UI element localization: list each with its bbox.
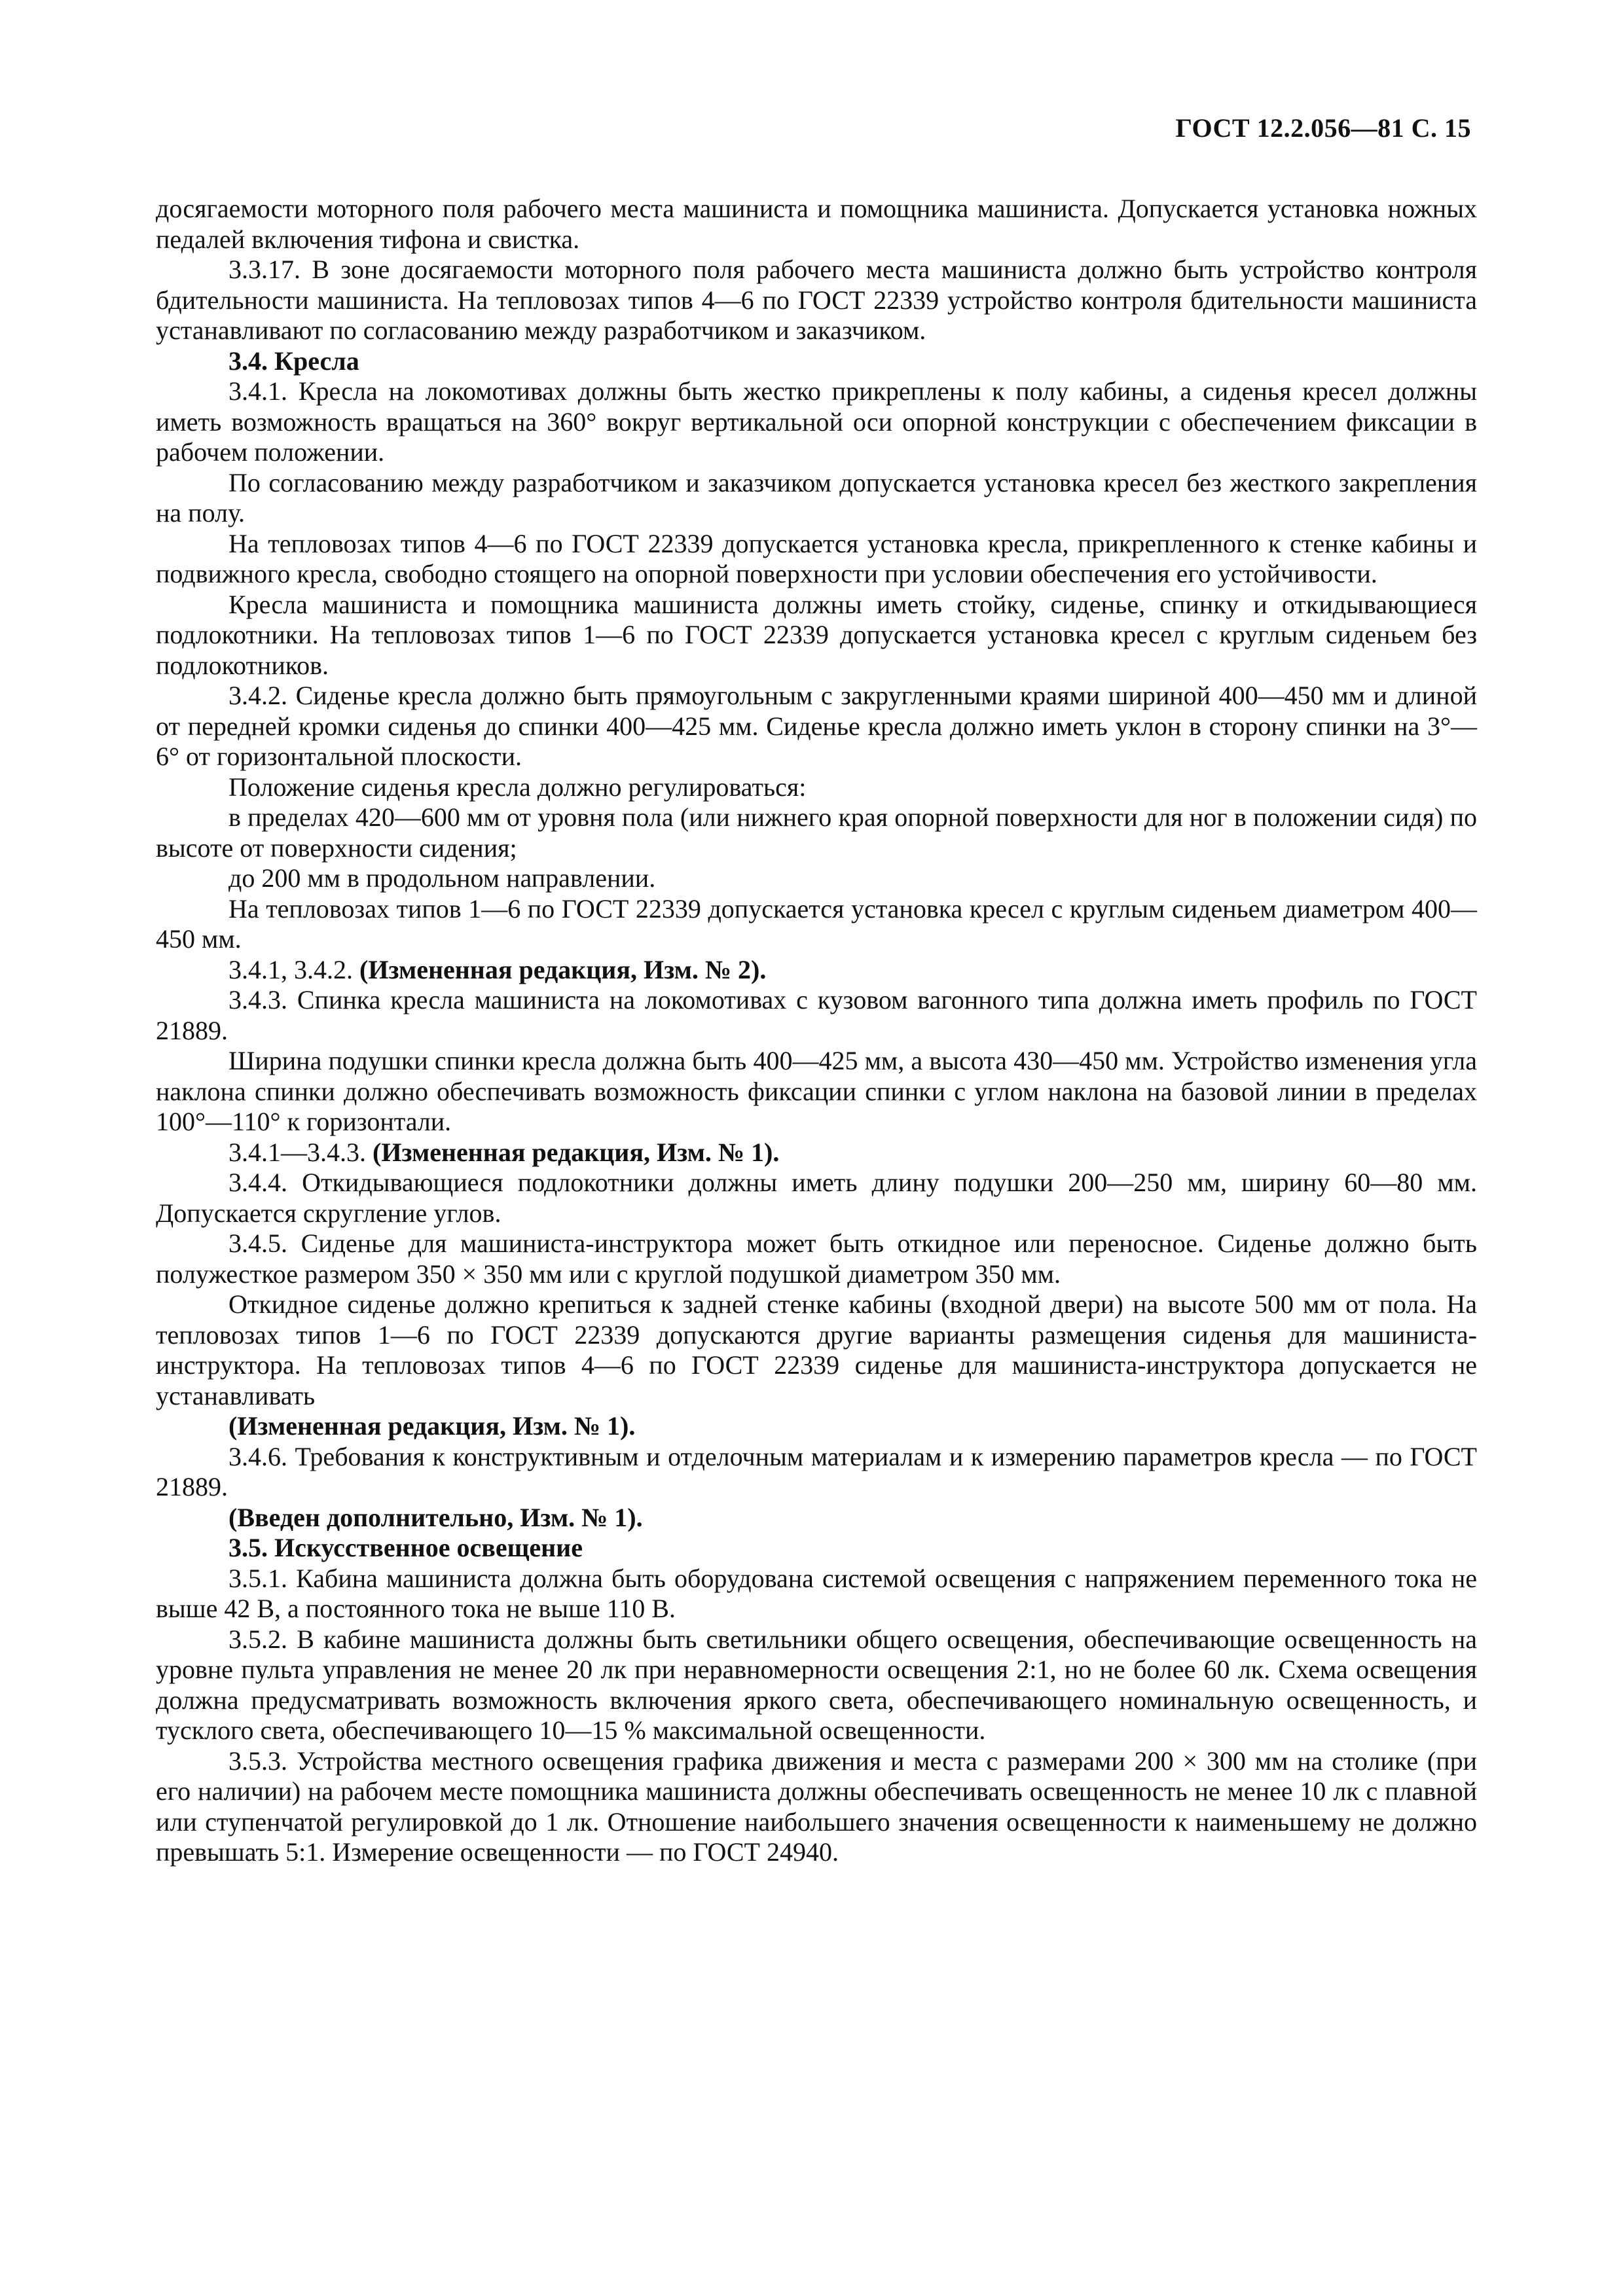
paragraph: На тепловозах типов 4—6 по ГОСТ 22339 допускается установка кресла, прикрепленного к стенке кабины и подвижного кресла, свободно стоящего на опорной поверхности при условии обеспечения его устойчивости. (156, 528, 1477, 588)
section-heading-3-4: 3.4. Кресла (228, 346, 359, 376)
paragraph: Положение сиденья кресла должно регулироваться: (228, 772, 807, 802)
amendment-note: (Измененная редакция, Изм. № 1). (228, 1411, 636, 1441)
paragraph-3-4-1: 3.4.1. Кресла на локомотивах должны быть жестко прикреплены к полу кабины, а сиденья кресел должны иметь возможность вращаться на 360° вокруг вертикальной оси опорной конструкции с обеспечением фиксации в рабочем положении. (156, 376, 1477, 467)
paragraph: Откидное сиденье должно крепиться к задней стенке кабины (входной двери) на высоте 500 мм от пола. На тепловозах типов 1—6 по ГОСТ 22339 допускаются другие варианты размещения сиденья для машиниста-инструктора. На тепловозах типов 4—6 по ГОСТ 22339 сиденье для машиниста-инструктора допускается не устанавливать (156, 1289, 1477, 1410)
paragraph-3-4-3: 3.4.3. Спинка кресла машиниста на локомотивах с кузовом вагонного типа должна иметь профиль по ГОСТ 21889. (156, 985, 1477, 1045)
paragraph: в пределах 420—600 мм от уровня пола (или нижнего края опорной поверхности для ног в положении сидя) по высоте от поверхности сидения; (156, 802, 1477, 863)
paragraph-3-5-2: 3.5.2. В кабине машиниста должны быть светильники общего освещения, обеспечивающие освещенность на уровне пульта управления не менее 20 лк при неравномерности освещения 2:1, но не более 60 лк. Схема освещения должна предусматривать возможность включения яркого света, обеспечивающего номинальную освещенность, и тусклого света, обеспечивающего 10—15 % максимальной освещенности. (156, 1624, 1477, 1745)
paragraph-3-3-17: 3.3.17. В зоне досягаемости моторного поля рабочего места машиниста должно быть устройство контроля бдительности машиниста. На тепловозах типов 4—6 по ГОСТ 22339 устройство контроля бдительности машиниста устанавливают по согласованию между разработчиком и заказчиком. (156, 255, 1477, 345)
paragraph-3-5-1: 3.5.1. Кабина машиниста должна быть оборудована системой освещения с напряжением переменного тока не выше 42 В, а постоянного тока не выше 110 В. (156, 1563, 1477, 1623)
amendment-ref: 3.4.1, 3.4.2. (228, 954, 353, 984)
paragraph: до 200 мм в продольном направлении. (228, 863, 656, 893)
amendment-ref: 3.4.1—3.4.3. (228, 1137, 366, 1167)
paragraph-3-4-5: 3.4.5. Сиденье для машиниста-инструктора может быть откидное или переносное. Сиденье должно быть полужесткое размером 350 × 350 мм или с круглой подушкой диаметром 350 мм. (156, 1229, 1477, 1289)
paragraph-3-4-2: 3.4.2. Сиденье кресла должно быть прямоугольным с закругленными краями шириной 400—450 мм и длиной от передней кромки сиденья до спинки 400—425 мм. Сиденье кресла должно иметь уклон в сторону спинки на 3°—6° от горизонтальной плоскости. (156, 681, 1477, 771)
paragraph-3-4-4: 3.4.4. Откидывающиеся подлокотники должны иметь длину подушки 200—250 мм, ширину 60—80 мм. Допускается скругление углов. (156, 1168, 1477, 1228)
amendment-note (156, 1138, 1477, 1168)
paragraph: По согласованию между разработчиком и заказчиком допускается установка кресел без жесткого закрепления на полу. (156, 467, 1477, 528)
amendment-note (156, 955, 1477, 986)
amendment-label: (Измененная редакция, Изм. № 2). (359, 954, 767, 984)
paragraph: Кресла машиниста и помощника машиниста должны иметь стойку, сиденье, спинку и откидывающиеся подлокотники. На тепловозах типов 1—6 по ГОСТ 22339 допускается установка кресел с круглым сиденьем без подлокотников. (156, 589, 1477, 680)
paragraph: На тепловозах типов 1—6 по ГОСТ 22339 допускается установка кресел с круглым сиденьем диаметром 400—450 мм. (156, 893, 1477, 954)
paragraph-3-5-3: 3.5.3. Устройства местного освещения графика движения и места с размерами 200 × 300 мм на столике (при его наличии) на рабочем месте помощника машиниста должны обеспечивать освещенность не менее 10 лк с плавной или ступенчатой регулировкой до 1 лк. Отношение наибольшего значения освещенности к наименьшему не должно превышать 5:1. Измерение освещенности — по ГОСТ 24940. (156, 1746, 1477, 1867)
paragraph: досягаемости моторного поля рабочего места машиниста и помощника машиниста. Допускается установка ножных педалей включения тифона и свистка. (156, 194, 1477, 254)
document-body (156, 194, 1477, 1868)
page-header: ГОСТ 12.2.056—81 С. 15 (1175, 113, 1471, 143)
paragraph-3-4-6: 3.4.6. Требования к конструктивным и отделочным материалам и к измерению параметров кресла — по ГОСТ 21889. (156, 1441, 1477, 1501)
amendment-label: (Измененная редакция, Изм. № 1). (373, 1137, 780, 1167)
amendment-note: (Введен дополнительно, Изм. № 1). (228, 1502, 643, 1532)
paragraph: Ширина подушки спинки кресла должна быть 400—425 мм, а высота 430—450 мм. Устройство изменения угла наклона спинки должно обеспечивать возможность фиксации спинки с углом наклона на базовой линии в пределах 100°—110° к горизонтали. (156, 1046, 1477, 1136)
section-heading-3-5: 3.5. Искусственное освещение (228, 1533, 583, 1562)
